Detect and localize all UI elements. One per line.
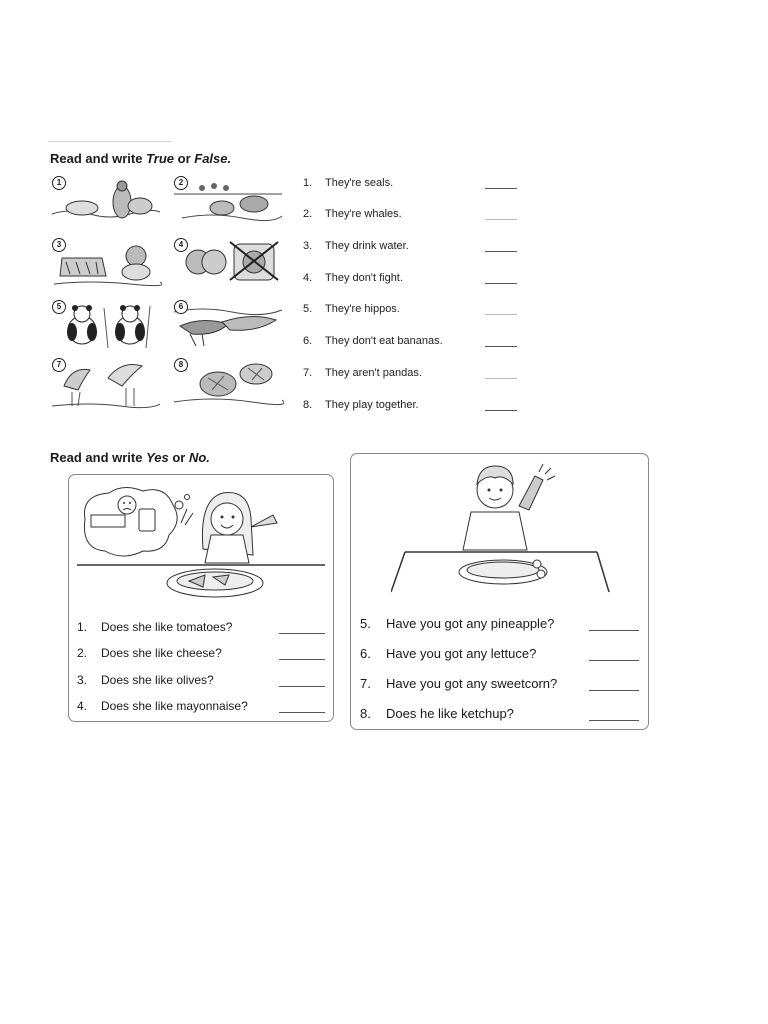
picture-8 [172, 356, 284, 410]
tf-item-5: 5. They're hippos. [303, 303, 400, 315]
whales-illustration-icon [172, 298, 284, 352]
picture-number: 4 [174, 238, 188, 252]
question-8: 8. Does he like ketchup? [360, 706, 514, 721]
answer-blank-6[interactable] [485, 346, 517, 347]
picture-number: 2 [174, 176, 188, 190]
picture-number: 5 [52, 300, 66, 314]
question-3: 3. Does she like olives? [77, 673, 214, 687]
answer-blank-yn-7[interactable] [589, 690, 639, 691]
dolphins-illustration-icon [50, 356, 162, 410]
picture-number: 6 [174, 300, 188, 314]
tf-item-4: 4. They don't fight. [303, 272, 403, 284]
section1-heading: Read and write True or False. [50, 151, 232, 166]
boy-with-ketchup-illustration-icon [391, 458, 611, 598]
question-2: 2. Does she like cheese? [77, 646, 222, 660]
section2-heading: Read and write Yes or No. [50, 450, 210, 465]
right-panel [350, 453, 649, 730]
answer-blank-yn-4[interactable] [279, 712, 325, 713]
answer-blank-3[interactable] [485, 251, 517, 252]
tf-item-3: 3. They drink water. [303, 240, 409, 252]
picture-number: 1 [52, 176, 66, 190]
answer-blank-yn-8[interactable] [589, 720, 639, 721]
answer-blank-yn-1[interactable] [279, 633, 325, 634]
picture-2 [172, 174, 284, 228]
hippos-illustration-icon [172, 174, 284, 228]
girl-eating-pizza-illustration-icon [73, 479, 329, 603]
answer-blank-4[interactable] [485, 283, 517, 284]
tf-item-8: 8. They play together. [303, 399, 419, 411]
pandas-illustration-icon [50, 298, 162, 352]
question-6: 6. Have you got any lettuce? [360, 646, 537, 661]
tf-item-1: 1. They're seals. [303, 177, 394, 189]
question-4: 4. Does she like mayonnaise? [77, 699, 248, 713]
answer-blank-2[interactable] [485, 219, 517, 220]
tf-item-2: 2. They're whales. [303, 208, 402, 220]
left-panel [68, 474, 334, 722]
answer-blank-8[interactable] [485, 410, 517, 411]
picture-1 [50, 174, 162, 228]
answer-blank-5[interactable] [485, 314, 517, 315]
picture-5 [50, 298, 162, 352]
tiger-and-monkey-drinking-illustration-icon [50, 236, 162, 290]
picture-7 [50, 356, 162, 410]
answer-blank-7[interactable] [485, 378, 517, 379]
question-7: 7. Have you got any sweetcorn? [360, 676, 558, 691]
answer-blank-yn-3[interactable] [279, 686, 325, 687]
question-1: 1. Does she like tomatoes? [77, 620, 233, 634]
tf-item-7: 7. They aren't pandas. [303, 367, 422, 379]
answer-blank-yn-2[interactable] [279, 659, 325, 660]
answer-blank-1[interactable] [485, 188, 517, 189]
question-5: 5. Have you got any pineapple? [360, 616, 555, 631]
tf-item-6: 6. They don't eat bananas. [303, 335, 443, 347]
picture-number: 7 [52, 358, 66, 372]
tortoises-illustration-icon [172, 356, 284, 410]
answer-blank-yn-6[interactable] [589, 660, 639, 661]
picture-6 [172, 298, 284, 352]
seals-illustration-icon [50, 174, 162, 228]
answer-blank-yn-5[interactable] [589, 630, 639, 631]
monkeys-not-fighting-illustration-icon [172, 236, 284, 290]
picture-3 [50, 236, 162, 290]
picture-number: 3 [52, 238, 66, 252]
top-divider [48, 141, 172, 142]
picture-number: 8 [174, 358, 188, 372]
picture-4 [172, 236, 284, 290]
